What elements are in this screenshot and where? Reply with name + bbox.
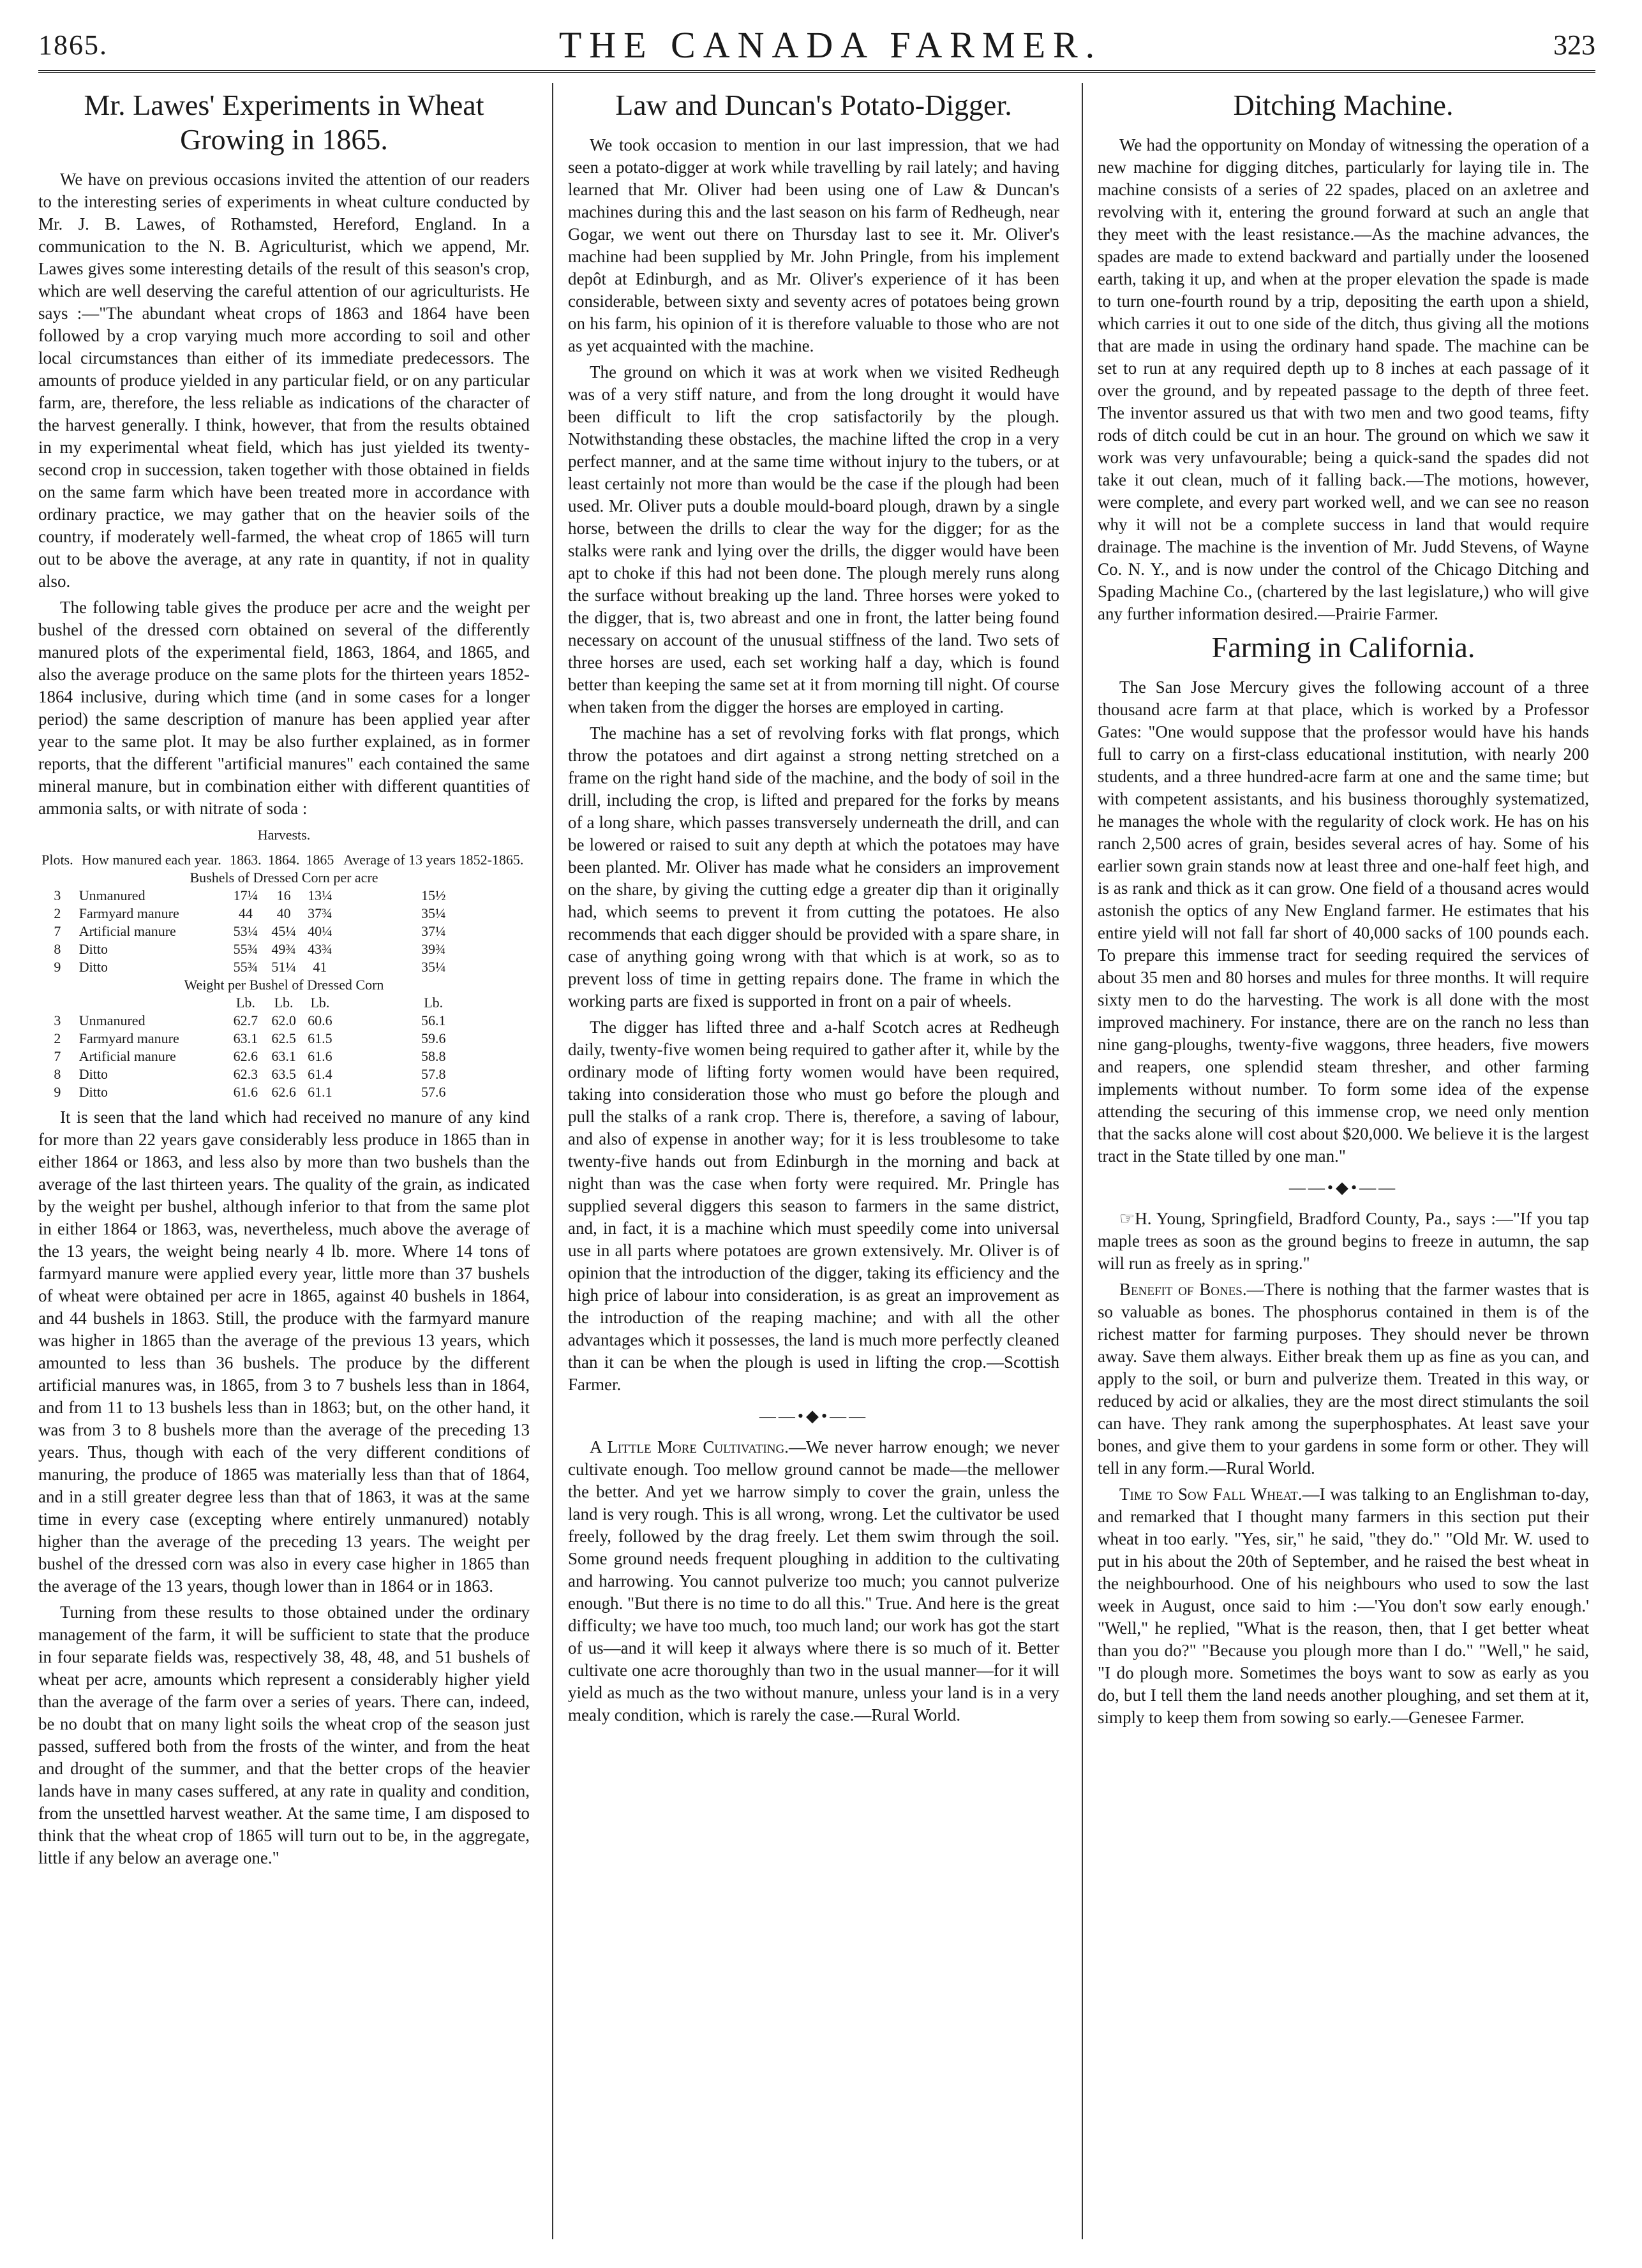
table-cell: 35¼ <box>421 959 446 975</box>
paragraph <box>1098 1279 1589 1479</box>
table-cell: Ditto <box>78 959 108 975</box>
table-cell: 62.5 <box>271 1030 296 1046</box>
article-title: Law and Duncan's Potato-Digger. <box>615 89 1012 121</box>
table-cell: 57.6 <box>421 1084 446 1100</box>
unit-label: Lb. <box>235 995 255 1011</box>
article-title: Farming in California. <box>1211 631 1475 663</box>
table-cell: 17¼ <box>233 887 258 903</box>
table-cell: 61.5 <box>308 1030 332 1046</box>
column-header: How manured each year. <box>82 852 221 868</box>
table-cell: 9 <box>54 1084 61 1100</box>
column-header: 1864. <box>267 852 300 868</box>
table-cell: Unmanured <box>78 887 146 903</box>
table-cell: 41 <box>313 959 327 975</box>
column-1 <box>38 83 530 2239</box>
column-3 <box>1098 83 1589 2239</box>
table-cell: 3 <box>54 1012 61 1028</box>
unit-label: Lb. <box>424 995 444 1011</box>
table-cell: 8 <box>54 1066 61 1082</box>
paragraph-body: —I was talking to an Englishman to-day, and remarked that I thought many farmers in this section put their wheat in too early. "Yes, sir," he said, "they do." "Old Mr. W. used to put in his about the 20th of September, and he raised the best wheat in the neighbourhood. One of his neighbours who used to sow the last week in August, once said to him :—'You don't sow early enough.' "Well," he replied, "What is the reason, then, that I get better wheat than you do?" "Because you plough more than I do." "Well," he said, "I do plough more. Sometimes the boys want to sow as early as you do, but I tell them the land needs another ploughing, and set them at it, simply to keep them from sowing so early.—Genesee Farmer. <box>1098 1485 1589 1727</box>
table-row <box>38 940 530 958</box>
unit-label: Lb. <box>274 995 294 1011</box>
table-cell: 60.6 <box>308 1012 332 1028</box>
table-cell: 40 <box>276 905 291 921</box>
table-cell: 58.8 <box>421 1048 446 1064</box>
table-cell: Farmyard manure <box>78 905 179 921</box>
table-row <box>38 1065 530 1083</box>
paragraph: We had the opportunity on Monday of witnessing the operation of a new machine for digging ditches, particularly for laying tile in. The machine consists of a series of 22 spades, placed on an axletree and revolving with it, entering the ground forward at such an angle that they meet with the least resistance.—As the machine advances, the spades are made to extend backward and partially under the loosened earth, taking it up, and when at the proper elevation the spade is made to turn one-fourth round by a trip, depositing the earth upon a shield, which carries it out to one side of the ditch, thus giving all the motions that are made in using the ordinary hand spade. The machine can be set to run at any required depth up to 8 inches at each passage of it over the ground, and by repeated passage to the depth of three feet. The inventor assured us that with two men and two good teams, fifty rods of ditch could be cut in an hour. The ground on which we saw it work was very unfavourable; being a quick-sand the spades did not take it out clean, much of it falling back.—The motions, however, were complete, and every part worked well, and we can see no reason why it will not be a complete success in land that would require drainage. The machine is the invention of Mr. Judd Stevens, of Wayne Co. N. Y., and is now under the control of the Chicago Ditching and Spading Machine Co., (chartered by the last legislature,) who will give any further information desired.—Prairie Farmer. <box>1098 135 1589 623</box>
table-cell: 53¼ <box>233 923 258 939</box>
ornament-divider: ——•◆•—— <box>759 1407 869 1425</box>
table-cell: 62.6 <box>271 1084 296 1100</box>
paragraph: The San Jose Mercury gives the following account of a three thousand acre farm at that place, which is worked by a Professor Gates: "One would suppose that the professor would have his hands full to carry on a first-class educational institution, with nearly 200 students, and a three hundred-acre farm at one and the same time; but with competent assistants, and his business thoroughly systematized, he manages the whole with the regularity of clock work. He has on his ranch 2,500 acres of grain, besides several acres of hay. Some of his earlier sown grain stands now at least three and one-half feet high, and is as rank and thick as it can grow. One field of a thousand acres would astonish the optics of any New England farmer. He estimates that his entire yield will not fall far short of 40,000 sacks of 100 pounds each. To prepare this immense tract for seeding required the services of about 35 men and 80 horses and mules for three months. It will require sixty men to do the harvesting. The work is all done with the most improved machinery. For instance, there are on the ranch no less than nine gang-ploughs, twenty-five waggons, three headers, five mowers and reapers, one splendid steam thresher, and other farming implements without number. To form some idea of the expense attending the securing of this immense crop, we need only mention that the sacks alone will cost about $20,000. We believe it is the largest tract in the State tilled by one man." <box>1098 678 1589 1166</box>
paragraph: The machine has a set of revolving forks with flat prongs, which throw the potatoes and dirt against a strong netting stretched on a frame on the right hand side of the machine, and the body of soil in the drill, including the crop, is lifted and prepared for the forks by means of a long share, which passes transversely underneath the drill, and can be lowered or raised to suit any depth at which the potatoes may have been planted. Mr. Oliver has made what he considers an improvement on the share, by giving the cutting edge a greater dip than it originally had, which seems to prevent it from cutting the potatoes. He also recommends that each digger should be provided with a spare share, in case of anything going wrong with that which is at work, so as to prevent loss of time in getting repairs done. The frame in which the working parts are fixed is supported in front on a pair of wheels. <box>568 723 1059 1011</box>
table-cell: 9 <box>54 959 61 975</box>
table-cell: 62.6 <box>233 1048 258 1064</box>
table-cell: 61.4 <box>308 1066 332 1082</box>
table-cell: 59.6 <box>421 1030 446 1046</box>
paragraph: The digger has lifted three and a-half Scotch acres at Redheugh daily, twenty-five women being required to gather after it, while by the ordinary mode of lifting forty women would have been required, taking into consideration those who must go before the plough and pull the stalks of a rank crop. There is, therefore, a saving of labour, and also of expense in another way; for it is less troublesome to take twenty-five hands out from Edinburgh in the morning and back at night than was the case when forty were required. Mr. Pringle has supplied several diggers this season to farmers in the same district, and, in fact, it is a machine which must speedily come into universal use in all parts where potatoes are grown extensively. Mr. Oliver is of opinion that the introduction of the digger, taking its efficiency and the high price of labour into consideration, is as great an improvement as the introduction of the reaping machine; and with all the other advantages which it possesses, the land is much more perfectly cleaned than it can be when the plough is used in lifting the crop.—Scottish Farmer. <box>568 1018 1059 1394</box>
article-title: Ditching Machine. <box>1233 89 1454 121</box>
paragraph: The ground on which it was at work when we visited Redheugh was of a very stiff nature, and from the long drought it would have been difficult to lift the crop satisfactorily by the plough. Notwithstanding these obstacles, the machine lifted the crop in a very perfect manner, and at the same time without injury to the tubers, or at least certainly not more than would be the case if the plough had been used. Mr. Oliver puts a double mould-board plough, drawn by a single horse, between the drills to clear the way for the digger; for as the stalks were rank and lying over the drills, the digger would have been apt to choke if this had not been done. The plough merely runs along the surface without breaking up the land. Three horses were yoked to the digger, that is, two abreast and one in front, the latter being found necessary on account of the unusual stiffness of the land. Two sets of three horses are used, each set working half a day, which is found better than keeping the same set at it from morning till night. Of course when taken from the digger the horses are employed in carting. <box>568 362 1059 716</box>
paragraph: ☞H. Young, Springfield, Bradford County, Pa., says :—"If you tap maple trees as soon as the ground begins to freeze in autumn, the sap will run as freely as in spring." <box>1098 1209 1589 1273</box>
table-cell: 35¼ <box>421 905 446 921</box>
column-header: 1863. <box>230 852 262 868</box>
paragraph: We took occasion to mention in our last impression, that we had seen a potato-digger at work while travelling by rail lately; and having learned that Mr. Oliver had been using one of Law & Duncan's machines during this and the last season on his farm of Redheugh, near Gogar, we went out there on Thursday last to see it. Mr. Oliver's machine had been supplied by Mr. John Pringle, from his implement depôt at Edinburgh, and as Mr. Oliver's experience of it has been considerable, between sixty and seventy acres of potatoes being grown on his farm, his opinion of it is therefore valuable to those who are not as yet acquainted with the machine. <box>568 135 1059 355</box>
table-cell: 2 <box>54 905 61 921</box>
column-header: Average of 13 years 1852-1865. <box>343 852 524 868</box>
table-cell: 51¼ <box>271 959 296 975</box>
table-cell: 45¼ <box>271 923 296 939</box>
table-cell: 43¾ <box>308 941 332 957</box>
table-row <box>38 905 530 923</box>
table-row <box>38 1030 530 1048</box>
table-cell: Ditto <box>78 1066 108 1082</box>
table-cell: 62.3 <box>233 1066 258 1082</box>
table-cell: 57.8 <box>421 1066 446 1082</box>
table-row <box>38 1083 530 1101</box>
paragraph: It is seen that the land which had received no manure of any kind for more than 22 years gave considerably less produce in 1865 than in either 1864 or 1863, and less also by more than two bushels than the average of the last thirteen years. The quality of the grain, as indicated by the weight per bushel, although inferior to that from the same plot in either 1864 or 1863, was, nevertheless, much above the average of the 13 years, the weight being nearly 4 lb. more. Where 14 tons of farmyard manure were applied every year, little more than 37 bushels of wheat were obtained per acre in 1865, against 40 bushels in 1864, and 44 bushels in 1863. Still, the produce with the farmyard manure was higher in 1865 than the average of the previous 13 years, which amounted to less than 36 bushels. The produce by the different artificial manures was, in 1865, from 3 to 7 bushels less than in 1864, and from 11 to 13 bushels less than in 1863; but, on the other hand, it was from 3 to 8 bushels more than the average of the preceding 13 years. Thus, though with each of the very different conditions of manuring, the produce of 1865 was materially less than that of 1864, and in a still greater degree less than that of 1863, it was at the same time in every case (excepting where entirely unmanured) notably higher than the average of the preceding 13 years. The weight per bushel of the dressed corn was also in every case higher in 1865 than the average of the 13 years, though lower than in 1864 or in 1863. <box>38 1108 530 1596</box>
table-cell: 63.1 <box>271 1048 296 1064</box>
table-cell: Ditto <box>78 1084 108 1100</box>
table-cell: 37¼ <box>421 923 446 939</box>
column-header: 1865 <box>306 852 334 868</box>
paragraph-lead: A Little More Cultivating. <box>590 1437 789 1456</box>
column-header: Plots. <box>41 852 73 868</box>
paragraph-lead: Time to Sow Fall Wheat. <box>1119 1485 1302 1504</box>
paragraph: We have on previous occasions invited the attention of our readers to the interesting series of experiments in wheat culture conducted by Mr. J. B. Lawes, of Rothamsted, Hereford, England. In a communication to the N. B. Agriculturist, which we append, Mr. Lawes gives some interesting details of the result of this season's crop, which are well deserving the careful attention of our agriculturists. He says :—"The abundant wheat crops of 1863 and 1864 have been followed by a crop varying much more according to soil and other local circumstances than either of its immediate predecessors. The amounts of produce yielded in any particular field, or on any particular farm, are, therefore, the less reliable as indications of the character of the harvest generally. I think, however, that from the results obtained in my experimental wheat field, which has just yielded its twenty-second crop in succession, taken together with those obtained in fields on the same farm which have been treated more in accordance with ordinary practice, we may gather that on the heavier soils of the country, if moderately well-farmed, the wheat crop of 1865 will turn out to be above the average, at any rate in quantity, if not in quality also. <box>38 170 530 591</box>
table-cell: Ditto <box>78 941 108 957</box>
table-cell: 40¼ <box>308 923 332 939</box>
table-cell: 49¾ <box>271 941 296 957</box>
harvest-table <box>38 851 530 1101</box>
table-unit: Bushels of Dressed Corn per acre <box>190 870 378 886</box>
table-cell: 16 <box>276 887 291 903</box>
table-row <box>38 923 530 940</box>
unit-label: Lb. <box>310 995 330 1011</box>
table-cell: 61.6 <box>308 1048 332 1064</box>
table-cell: 63.5 <box>271 1066 296 1082</box>
newspaper-title: THE CANADA FARMER. <box>558 24 1103 66</box>
column-divider <box>552 83 553 2239</box>
table-row <box>38 958 530 976</box>
table-cell: 37¾ <box>308 905 332 921</box>
table-cell: 7 <box>54 923 61 939</box>
article-title: Mr. Lawes' Experiments in Wheat Growing in 1865. <box>84 89 484 156</box>
masthead <box>38 19 1595 73</box>
table-cell: 15½ <box>421 887 446 903</box>
table-cell: 13¼ <box>308 887 332 903</box>
issue-year: 1865. <box>38 29 108 61</box>
paragraph-body: —There is nothing that the farmer wastes that is so valuable as bones. The phosphorus contained in them is of the richest matter for farming purposes. They should never be thrown away. Save them always. Either break them up as fine as you can, and apply to the soil, or burn and pulverize them. Treated in this way, or reduced by acid or alkalies, they are the most direct stimulants the soil can have. They rank among the superphosphates. At least save your bones, and give them to your gardens in some form or other. They will tell in any form.—Rural World. <box>1098 1280 1589 1478</box>
table-cell: Artificial manure <box>78 923 176 939</box>
table-cell: 63.1 <box>233 1030 258 1046</box>
paragraph <box>1098 1483 1589 1729</box>
table-cell: 55¾ <box>233 959 258 975</box>
table-cell: 55¾ <box>233 941 258 957</box>
paragraph <box>568 1436 1059 1726</box>
ornament-divider: ——•◆•—— <box>1288 1178 1398 1197</box>
table-cell: 39¾ <box>421 941 446 957</box>
table-cell: 44 <box>238 905 253 921</box>
table-row <box>38 887 530 905</box>
table-cell: Farmyard manure <box>78 1030 179 1046</box>
paragraph-lead: Benefit of Bones. <box>1119 1280 1247 1299</box>
table-header-row <box>38 851 530 869</box>
table-cell: 61.1 <box>308 1084 332 1100</box>
column-divider <box>1082 83 1083 2239</box>
paragraph: Turning from these results to those obtained under the ordinary management of the farm, it will be sufficient to state that the produce in four separate fields was, respectively 38, 48, 48, and 51 bushels of wheat per acre, amounts which represent a considerably higher yield than the average of the farm over a series of years. There can, indeed, be no doubt that on many light soils the wheat crop of the season just passed, suffered both from the frosts of the winter, and from the heat and drought of the summer, and that the better crops of the heavier lands have in many cases suffered, at any rate in quality and condition, from the unsettled harvest weather. At the same time, I am disposed to think that the wheat crop of 1865 will turn out to be, in the aggregate, little if any below an average one." <box>38 1603 530 1867</box>
table-row <box>38 1012 530 1030</box>
table-cell: 8 <box>54 941 61 957</box>
table-row <box>38 1048 530 1065</box>
table-cell: 62.7 <box>233 1012 258 1028</box>
table-cell: Unmanured <box>78 1012 146 1028</box>
page-number: 323 <box>1553 29 1595 61</box>
table-cell: Artificial manure <box>78 1048 176 1064</box>
table-cell: 2 <box>54 1030 61 1046</box>
table-unit: Weight per Bushel of Dressed Corn <box>184 977 384 993</box>
table-cell: 61.6 <box>233 1084 258 1100</box>
table-cell: 62.0 <box>271 1012 296 1028</box>
table-cell: 56.1 <box>421 1012 446 1028</box>
table-caption: Harvests. <box>257 827 311 843</box>
newspaper-page <box>38 19 1595 2246</box>
paragraph: The following table gives the produce per acre and the weight per bushel of the dressed corn obtained on several of the differently manured plots of the experimental field, 1863, 1864, and 1865, and also the average produce on the same plots for the thirteen years 1852-1864 inclusive, during which time (and in some cases for a longer period) the same description of manure has been applied year after year to the same plot. It may be also further explained, as in former reports, that the different "artificial manures" each contained the same mineral manure, but in combination either with different quantities of ammonia salts, or with nitrate of soda : <box>38 598 530 818</box>
table-cell: 7 <box>54 1048 61 1064</box>
table-cell: 3 <box>54 887 61 903</box>
paragraph-body: —We never harrow enough; we never cultivate enough. Too mellow ground cannot be made—the mellower the better. And yet we harrow simply to cover the grain, unless the land is very rough. This is all wrong, wrong. Let the cultivator be used freely, followed by the drag freely. Let them swim through the soil. Some ground needs frequent ploughing in addition to the cultivating and harrowing. You cannot pulverize too much; you cannot pulverize enough. "But there is no time to do all this." True. And here is the great difficulty; we have too much, too much land; our work has got the start of us—and it will keep it always where there is so much of it. Better cultivate one acre thoroughly than two in the usual manner—for it will yield as much as the two without manure, unless your land is in a very mealy condition, which is rarely the case.—Rural World. <box>568 1437 1059 1724</box>
column-2 <box>568 83 1059 2239</box>
